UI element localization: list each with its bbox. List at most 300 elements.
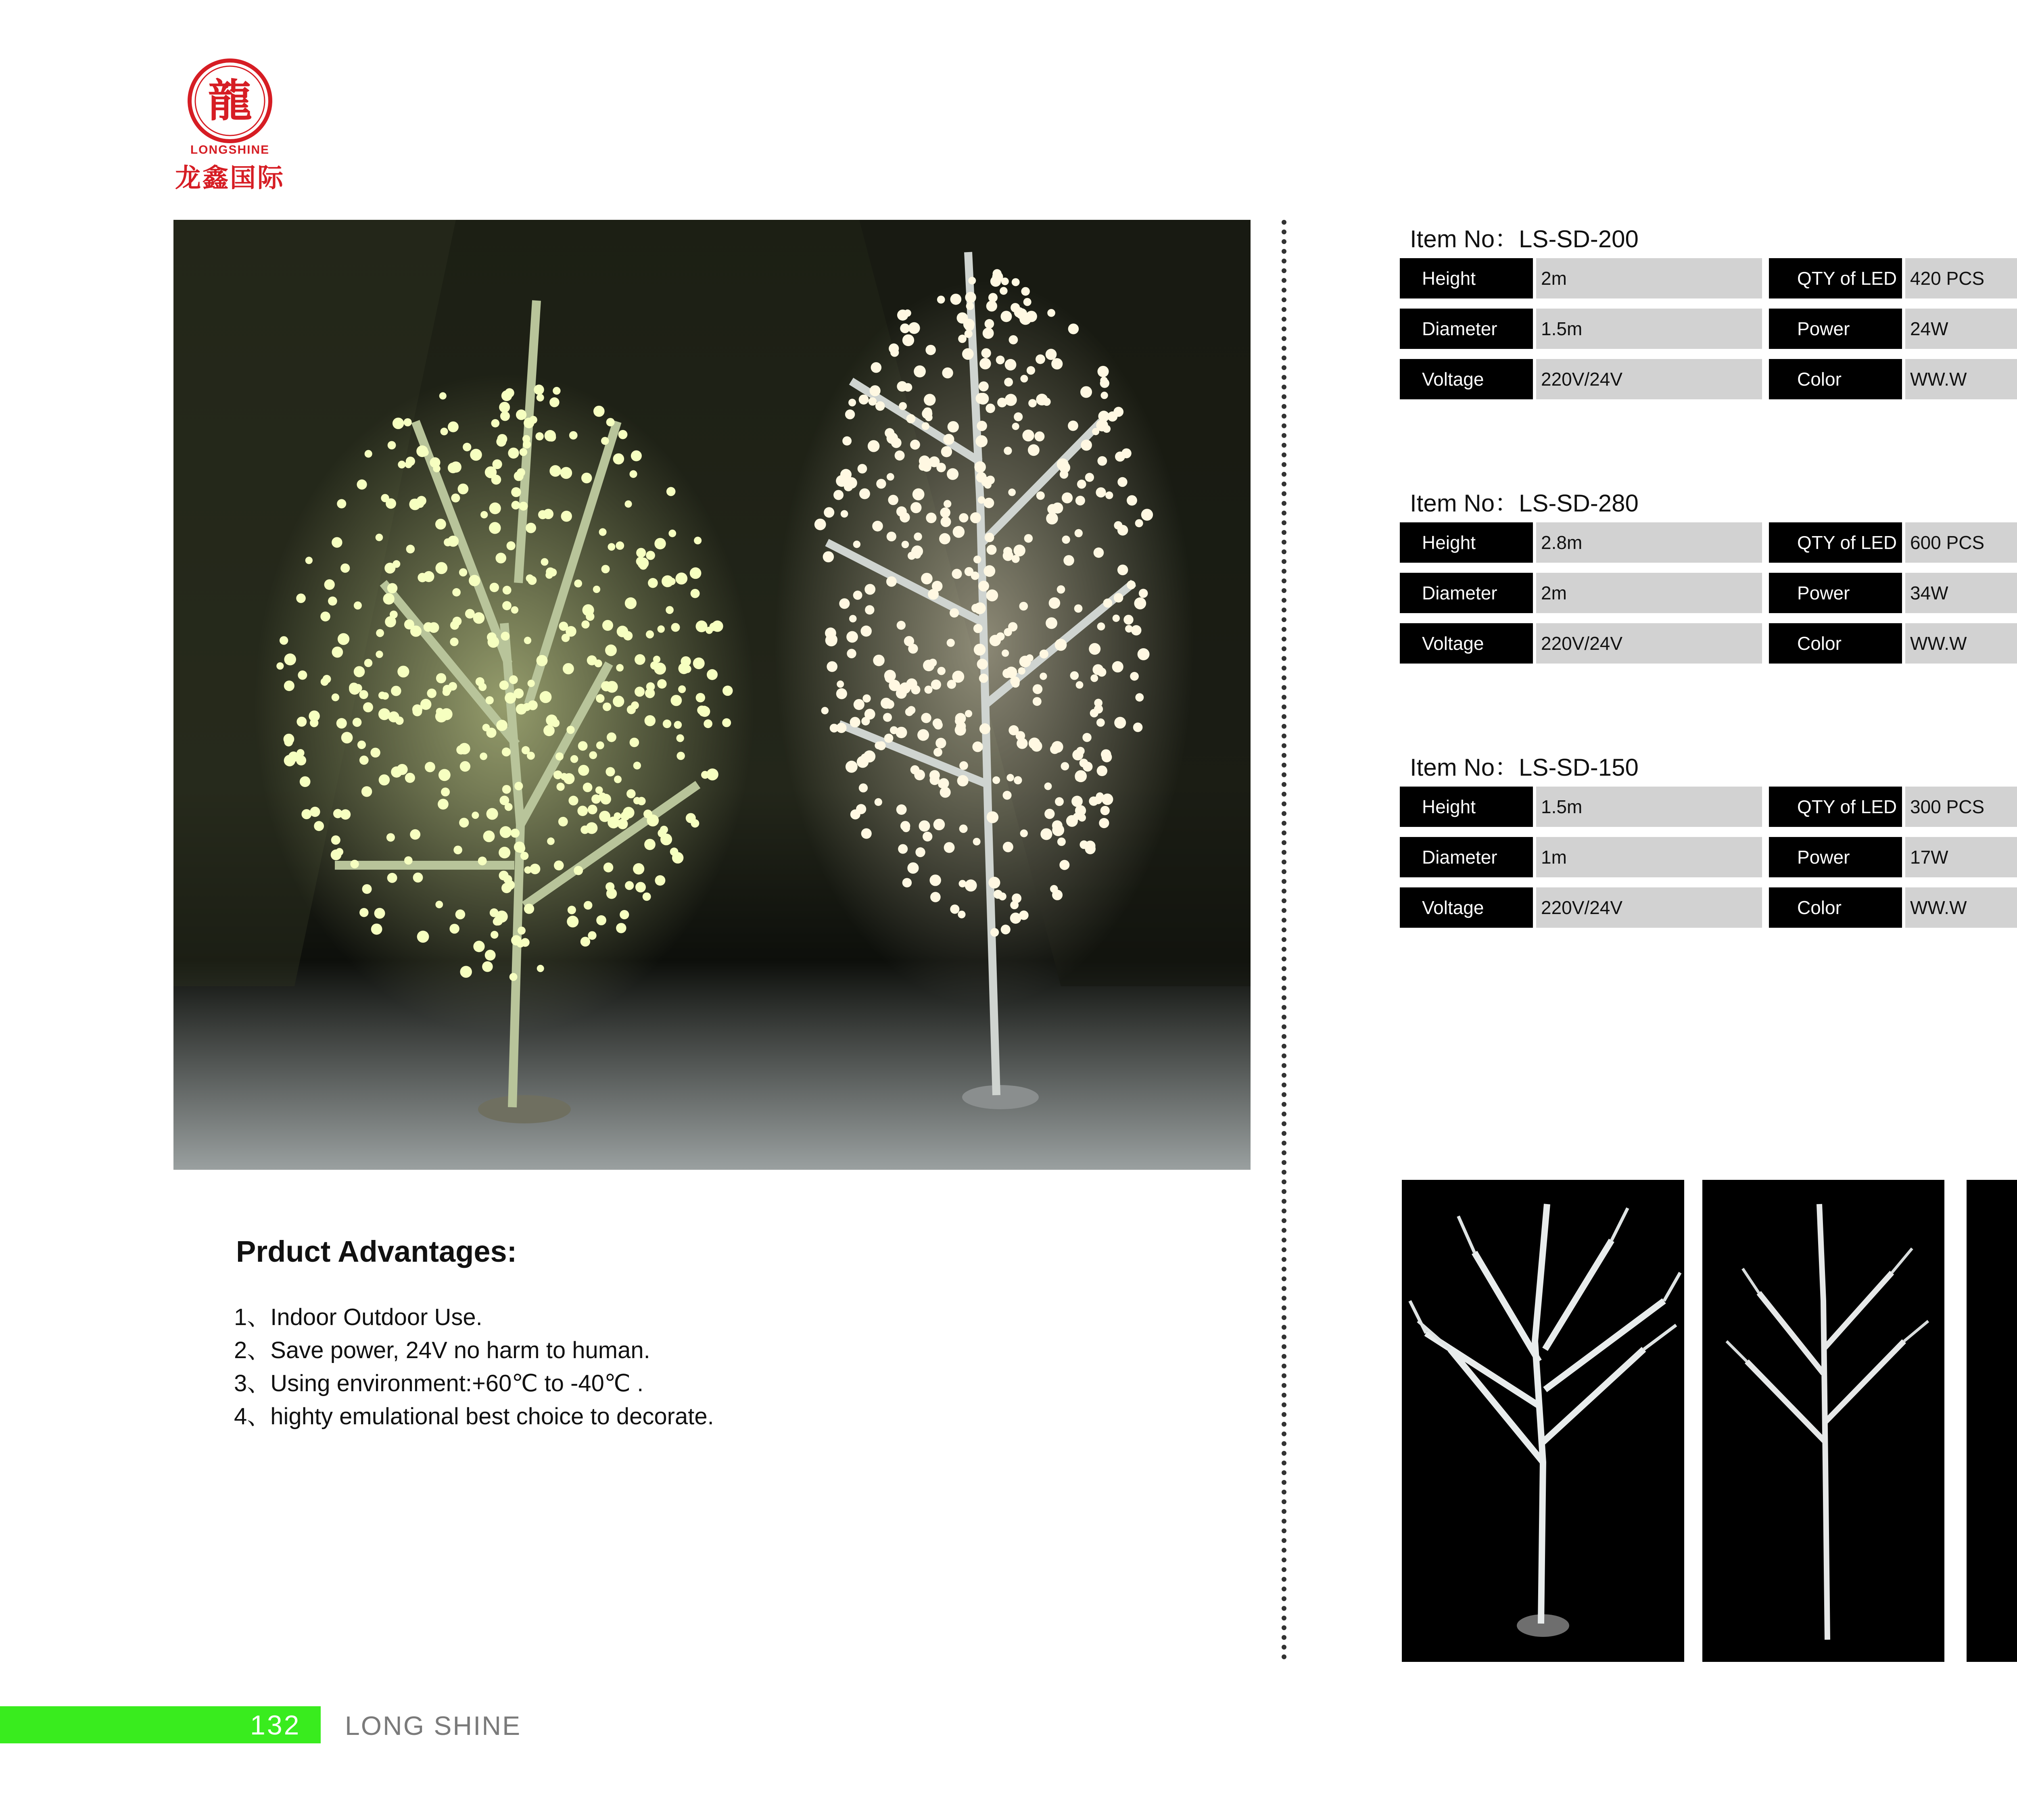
- led-light: [821, 707, 829, 714]
- led-light: [655, 875, 665, 886]
- led-light: [1103, 599, 1112, 608]
- led-light: [691, 819, 699, 828]
- led-light: [696, 693, 705, 702]
- led-light: [1050, 745, 1059, 754]
- led-light: [480, 753, 487, 760]
- led-light: [841, 510, 848, 518]
- led-light: [1080, 386, 1092, 398]
- led-light: [1097, 366, 1109, 377]
- led-light: [502, 747, 511, 756]
- led-light: [910, 440, 920, 450]
- led-light: [601, 565, 610, 573]
- led-light: [985, 533, 994, 543]
- led-light: [324, 579, 335, 590]
- led-light: [654, 538, 666, 549]
- led-light: [1059, 860, 1069, 870]
- led-light: [365, 450, 372, 458]
- brand-name-en: LONGSHINE: [190, 143, 270, 157]
- led-light: [910, 765, 920, 774]
- led-light: [540, 691, 552, 703]
- led-light: [827, 661, 837, 672]
- led-light: [617, 626, 628, 637]
- led-light: [353, 718, 362, 727]
- led-light: [631, 701, 639, 710]
- led-light: [1133, 722, 1143, 732]
- led-light: [509, 675, 518, 684]
- led-light: [1121, 448, 1132, 458]
- led-light: [1097, 456, 1107, 466]
- led-light: [553, 770, 562, 779]
- led-light: [349, 682, 359, 693]
- led-light: [646, 682, 655, 691]
- led-light: [947, 468, 958, 480]
- led-light: [459, 818, 469, 827]
- led-light: [391, 766, 402, 778]
- led-light: [1040, 828, 1052, 840]
- led-light: [1099, 818, 1109, 828]
- led-light: [491, 419, 499, 428]
- led-light: [554, 860, 564, 870]
- led-light: [288, 751, 299, 762]
- led-light: [691, 589, 700, 598]
- led-light: [549, 465, 561, 477]
- led-light: [900, 324, 910, 333]
- led-light: [391, 686, 401, 696]
- led-light: [502, 601, 512, 610]
- led-light: [681, 656, 691, 666]
- led-light: [600, 794, 611, 805]
- led-light: [1020, 375, 1028, 382]
- led-light: [1070, 671, 1079, 680]
- led-light: [387, 873, 397, 883]
- led-light: [613, 696, 624, 707]
- led-light: [404, 856, 413, 865]
- led-light: [1062, 493, 1073, 503]
- led-light: [1114, 593, 1123, 603]
- led-light: [439, 392, 447, 399]
- led-light: [1094, 547, 1104, 558]
- led-light: [1046, 513, 1058, 525]
- led-light: [596, 694, 605, 703]
- unlit-tree-photo-2: [1702, 1180, 1944, 1662]
- led-light: [868, 440, 880, 452]
- led-light: [977, 393, 989, 405]
- led-light: [699, 706, 710, 717]
- led-light: [1075, 496, 1085, 505]
- led-light: [555, 752, 564, 760]
- led-light: [404, 418, 412, 426]
- led-light: [1046, 349, 1057, 360]
- spec-label: Voltage: [1400, 887, 1533, 928]
- led-light: [584, 901, 593, 910]
- led-light: [512, 501, 520, 510]
- led-light: [500, 411, 510, 421]
- led-light: [919, 462, 927, 471]
- led-light: [378, 708, 390, 720]
- led-light: [387, 583, 398, 594]
- led-light: [1082, 733, 1091, 742]
- led-light: [485, 466, 497, 478]
- led-light: [633, 762, 641, 769]
- led-light: [836, 475, 848, 487]
- led-light: [929, 659, 937, 667]
- led-light: [990, 635, 1001, 646]
- led-light: [630, 738, 639, 747]
- led-light: [1003, 791, 1012, 799]
- led-light: [1001, 278, 1009, 285]
- led-light: [568, 906, 576, 914]
- led-light: [988, 293, 998, 302]
- led-light: [993, 269, 1002, 278]
- led-light: [1018, 667, 1025, 674]
- led-light: [284, 680, 294, 691]
- led-light: [412, 704, 422, 714]
- led-light: [837, 680, 844, 688]
- spec-value: 600 PCS: [1905, 522, 2017, 563]
- led-light: [1098, 411, 1109, 422]
- led-light: [587, 655, 597, 666]
- led-light: [451, 493, 460, 502]
- led-light: [1062, 536, 1070, 544]
- led-light: [589, 751, 597, 759]
- led-light: [1094, 796, 1102, 804]
- led-light: [528, 576, 537, 585]
- led-light: [973, 624, 983, 633]
- led-light: [875, 401, 885, 411]
- led-light: [870, 385, 881, 396]
- led-light: [567, 916, 578, 927]
- led-light: [1081, 440, 1092, 451]
- led-light: [977, 421, 987, 431]
- led-light: [580, 937, 590, 946]
- led-light: [1113, 615, 1120, 622]
- led-light: [397, 666, 409, 677]
- led-light: [406, 545, 415, 553]
- led-light: [489, 522, 501, 534]
- led-light: [877, 741, 885, 750]
- led-light: [300, 776, 311, 787]
- led-light: [502, 785, 511, 794]
- led-light: [448, 536, 459, 547]
- led-light: [1000, 287, 1007, 294]
- led-light: [876, 479, 886, 488]
- led-light: [363, 702, 373, 712]
- led-light: [430, 457, 440, 468]
- led-light: [1068, 324, 1079, 334]
- led-light: [1024, 534, 1033, 543]
- led-light: [354, 666, 365, 677]
- led-light: [675, 572, 687, 584]
- led-light: [956, 721, 966, 731]
- led-light: [637, 557, 649, 569]
- led-light: [1097, 622, 1105, 630]
- led-light: [588, 931, 596, 939]
- spec-label: Diameter: [1400, 573, 1533, 613]
- led-light: [910, 502, 922, 513]
- led-light: [633, 797, 641, 804]
- led-light: [898, 844, 908, 854]
- spec-value: WW.W: [1905, 887, 2017, 928]
- led-light: [393, 560, 400, 568]
- led-light: [825, 628, 836, 639]
- led-light: [944, 500, 951, 507]
- led-light: [1096, 487, 1106, 497]
- led-light: [1097, 766, 1107, 776]
- led-light: [1004, 447, 1012, 455]
- led-light: [895, 451, 905, 461]
- led-light: [331, 849, 342, 860]
- led-light: [915, 847, 925, 857]
- led-light: [924, 686, 932, 694]
- led-light: [296, 593, 306, 603]
- led-light: [704, 719, 712, 728]
- led-light: [914, 532, 922, 541]
- led-light: [1075, 770, 1087, 782]
- led-light: [336, 718, 347, 728]
- led-light: [1057, 585, 1065, 594]
- led-light: [657, 679, 667, 689]
- led-light: [971, 604, 980, 612]
- led-light: [524, 866, 531, 874]
- led-light: [983, 328, 994, 339]
- led-light: [526, 523, 536, 533]
- led-light: [706, 627, 713, 634]
- led-light: [305, 557, 313, 564]
- spec-label: Power: [1769, 309, 1902, 349]
- led-light: [519, 502, 528, 511]
- led-light: [438, 769, 451, 781]
- led-light: [940, 507, 950, 518]
- led-light: [580, 826, 589, 834]
- led-light: [842, 436, 852, 446]
- led-light: [1077, 480, 1086, 489]
- led-light: [416, 445, 428, 457]
- led-light: [1123, 615, 1133, 624]
- led-light: [883, 713, 892, 722]
- led-light: [450, 621, 459, 630]
- led-light: [966, 302, 974, 310]
- led-light: [617, 819, 628, 829]
- led-light: [489, 503, 501, 514]
- led-light: [896, 506, 907, 517]
- spec-label: Height: [1400, 258, 1533, 298]
- led-light: [979, 358, 991, 369]
- led-light: [524, 904, 534, 914]
- led-light: [921, 573, 933, 584]
- led-light: [362, 884, 372, 894]
- led-light: [441, 787, 450, 796]
- advantages-list: [234, 1301, 714, 1433]
- led-light: [891, 438, 902, 448]
- trunk-closeup-photo: [1967, 1180, 2017, 1662]
- led-light: [516, 409, 526, 420]
- spec-label: QTY of LED: [1769, 522, 1902, 563]
- led-light: [1049, 597, 1060, 609]
- spec-row: [1400, 573, 2017, 613]
- led-light: [670, 695, 682, 706]
- led-light: [395, 716, 404, 725]
- led-light: [473, 941, 484, 952]
- led-light: [889, 343, 899, 353]
- led-light: [1076, 681, 1084, 689]
- dotted-divider: [1282, 220, 1286, 1660]
- led-light: [1055, 639, 1067, 651]
- led-light: [1051, 358, 1063, 369]
- led-light: [359, 690, 368, 699]
- spec-label: Color: [1769, 887, 1902, 928]
- led-light: [581, 620, 589, 628]
- led-light: [965, 879, 977, 891]
- led-light: [547, 837, 555, 845]
- led-light: [981, 348, 991, 358]
- led-light: [499, 680, 509, 690]
- led-light: [449, 924, 459, 933]
- led-light: [944, 842, 955, 853]
- led-light: [1100, 806, 1110, 815]
- led-light: [648, 578, 658, 588]
- led-light: [569, 431, 578, 440]
- led-light: [549, 397, 560, 407]
- led-light: [986, 403, 995, 413]
- led-light: [564, 773, 574, 784]
- led-light: [1060, 470, 1068, 478]
- led-light: [1071, 796, 1083, 807]
- led-light: [578, 765, 589, 776]
- led-light: [929, 875, 941, 886]
- led-light: [1003, 842, 1013, 852]
- led-light: [613, 453, 624, 465]
- led-light: [1117, 565, 1128, 576]
- led-light: [942, 367, 953, 378]
- led-light: [605, 645, 617, 656]
- led-light: [869, 397, 877, 406]
- led-light: [922, 422, 929, 430]
- led-light: [897, 309, 908, 321]
- led-light: [953, 526, 965, 538]
- led-light: [1090, 674, 1098, 682]
- led-light: [1135, 519, 1143, 527]
- led-light: [921, 713, 931, 723]
- led-light: [905, 708, 914, 716]
- dragon-seal-icon: [182, 56, 278, 153]
- led-light: [978, 581, 989, 592]
- led-light: [1117, 477, 1127, 487]
- led-light: [593, 586, 600, 593]
- spec-value: 420 PCS: [1905, 258, 2017, 298]
- led-light: [1005, 359, 1017, 371]
- led-light: [599, 528, 607, 536]
- led-light: [849, 615, 857, 622]
- led-light: [406, 457, 415, 466]
- led-light: [1016, 308, 1027, 319]
- led-light: [1141, 509, 1153, 520]
- led-light: [859, 488, 870, 499]
- spec-label: Voltage: [1400, 623, 1533, 664]
- advantage-item: 1、Indoor Outdoor Use.: [234, 1304, 482, 1330]
- led-light: [501, 390, 512, 401]
- led-light: [1127, 580, 1136, 589]
- led-light: [957, 312, 968, 324]
- led-light: [1096, 718, 1105, 727]
- led-light: [586, 612, 594, 621]
- led-light: [332, 647, 343, 658]
- led-light: [1014, 776, 1022, 784]
- led-light: [338, 633, 349, 645]
- led-light: [996, 355, 1005, 364]
- spec-table-ls-sd-150: [1400, 748, 2017, 930]
- led-light: [902, 878, 912, 887]
- led-light: [871, 362, 881, 373]
- spec-value: WW.W: [1905, 359, 2017, 399]
- led-light: [987, 811, 998, 823]
- led-light: [857, 756, 869, 768]
- led-light: [933, 748, 942, 757]
- led-light: [298, 670, 307, 680]
- led-light: [328, 597, 337, 606]
- led-light: [436, 673, 446, 683]
- led-light: [1078, 814, 1086, 821]
- led-light: [501, 883, 512, 893]
- led-light: [1026, 311, 1037, 322]
- led-light: [693, 657, 705, 669]
- led-light: [977, 659, 988, 670]
- led-light: [497, 434, 507, 444]
- led-light: [672, 852, 683, 863]
- led-light: [1036, 355, 1045, 364]
- led-light: [654, 663, 666, 675]
- led-light: [833, 490, 844, 500]
- led-light: [301, 809, 311, 819]
- led-light: [950, 904, 959, 914]
- led-light: [491, 931, 498, 939]
- led-light: [979, 723, 990, 734]
- led-light: [666, 606, 674, 614]
- led-light: [668, 578, 676, 585]
- led-light: [1008, 622, 1017, 631]
- led-light: [965, 710, 972, 717]
- led-light: [1033, 697, 1042, 706]
- led-light: [1052, 824, 1064, 836]
- led-light: [1072, 749, 1083, 760]
- led-light: [441, 708, 453, 720]
- led-light: [409, 499, 421, 510]
- spec-row: [1400, 887, 2017, 928]
- led-light: [423, 571, 434, 582]
- led-light: [986, 589, 998, 601]
- led-light: [374, 908, 385, 919]
- footer-brand: LONG SHINE: [345, 1711, 522, 1741]
- led-light: [507, 541, 516, 550]
- led-light: [350, 860, 359, 868]
- led-light: [393, 417, 404, 429]
- spec-row: [1400, 623, 2017, 664]
- led-light: [478, 856, 487, 865]
- led-light: [707, 669, 718, 680]
- led-light: [370, 748, 380, 758]
- led-light: [647, 814, 659, 827]
- led-light: [379, 774, 390, 785]
- led-light: [1020, 829, 1028, 837]
- spec-label: Diameter: [1400, 837, 1533, 877]
- led-light: [839, 598, 850, 609]
- spec-value: 220V/24V: [1536, 887, 1762, 928]
- led-light: [448, 422, 459, 432]
- led-light: [968, 277, 976, 284]
- led-light: [524, 637, 531, 644]
- led-light: [644, 839, 656, 850]
- led-light: [595, 786, 603, 794]
- led-light: [1101, 749, 1111, 759]
